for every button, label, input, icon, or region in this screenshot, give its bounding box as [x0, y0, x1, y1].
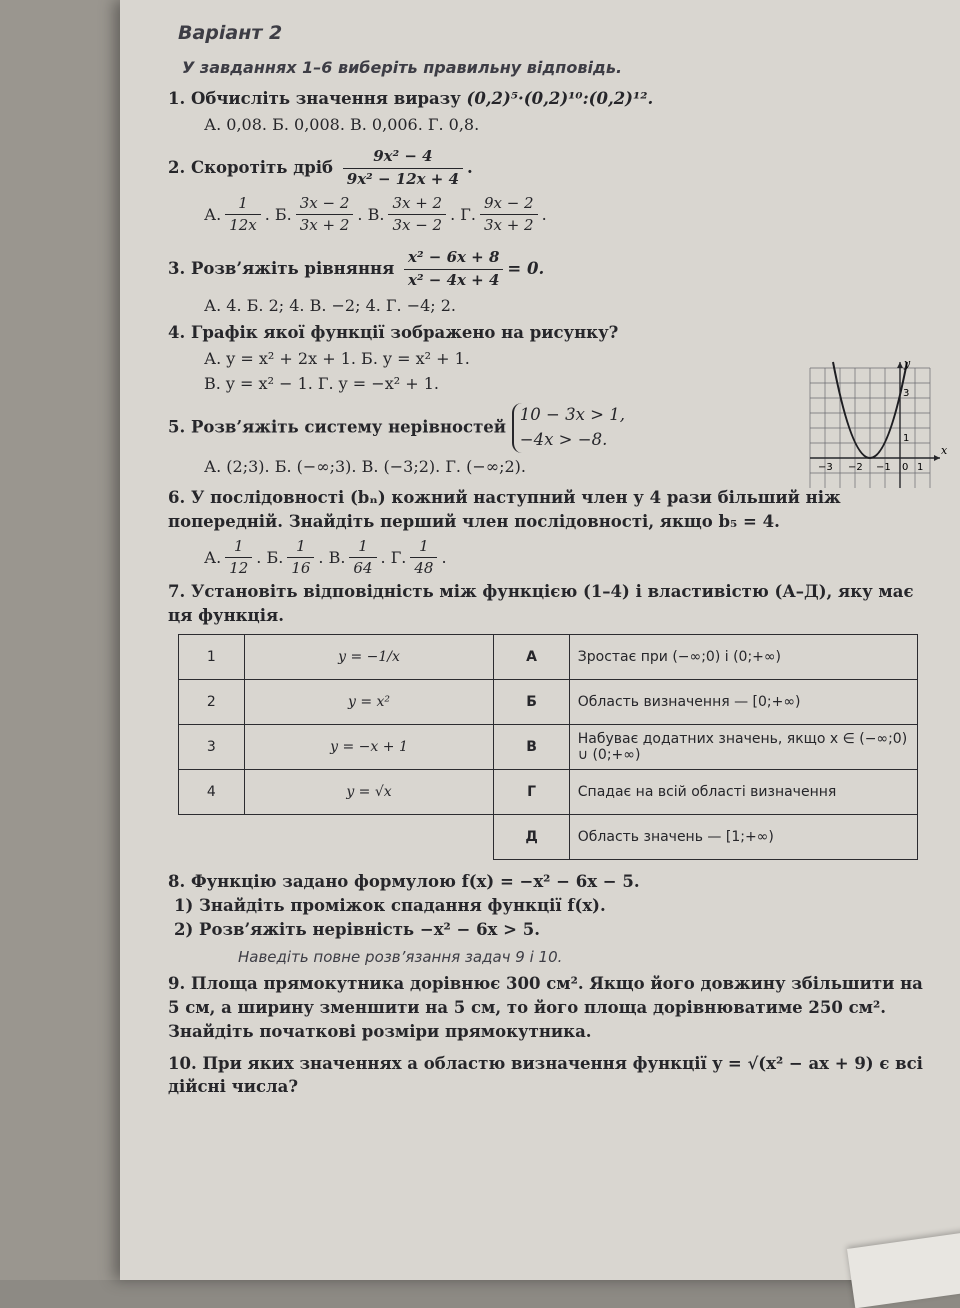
x-axis-label: x: [941, 444, 948, 457]
task-8-part-1: 1) Знайдіть проміжок спадання функції f(x).: [174, 895, 606, 915]
textbook-page: [120, 0, 960, 1280]
task-2-answers: А. $\frac{1}{12x}$ . Б. $\frac{3x - 2}{3x + 2}$ . В. $\frac{3x + 2}{3x - 2}$ . Г. $\frac{9x - 2}{3x + 2}$ .: [204, 193, 547, 235]
task-1: 1. Обчисліть значення виразу (0,2)⁵·(0,2)¹⁰:(0,2)¹².: [168, 89, 654, 108]
y-axis-label: y: [904, 358, 911, 370]
tick-label: −2: [848, 462, 863, 473]
full-solution-note: Наведіть повне розв’язання задач 9 і 10.: [238, 947, 563, 966]
tick-label: −1: [876, 462, 891, 473]
x-axis-arrow-icon: [934, 455, 940, 461]
task-8: 8. Функцію задано формулою f(x) = −x² − 6x − 5.: [168, 871, 640, 891]
task-2-fraction: $\frac{\text{9x² − 4}}{\text{9x² − 12x + 4}}$: [343, 146, 463, 191]
task-2: 2. Скоротіть дріб $\frac{\text{9x² − 4}}{\text{9x² − 12x + 4}}$ .: [168, 146, 928, 191]
task-7: 7. Установіть відповідність між функцією (1–4) і властивістю (А–Д), яку має ця функція.: [168, 582, 914, 626]
inequality-system: 10 − 3x > 1, −4x > −8.: [512, 403, 625, 453]
task-5: 5. Розв’яжіть систему нерівностей 10 − 3x > 1, −4x > −8.: [168, 403, 928, 453]
task-6: 6. У послідовності (bₙ) кожний наступний член у 4 рази більший ніж попередній. Знайдіть перший член послідовності, якщо b₅ = 4.: [168, 487, 841, 531]
y-axis-arrow-icon: [897, 362, 903, 368]
task-1-answers: А. 0,08. Б. 0,008. В. 0,006. Г. 0,8.: [204, 114, 480, 134]
instruction: У завданнях 1–6 виберіть правильну відповідь.: [182, 58, 623, 77]
variant-heading: Варіант 2: [178, 22, 283, 44]
background-strip: [0, 0, 120, 1280]
table-row: 4 y = √x Г Спадає на всій області визначення: [179, 769, 918, 814]
task-8-part-2: 2) Розв’яжіть нерівність −x² − 6x > 5.: [174, 919, 540, 939]
table-row: 2 y = x² Б Область визначення — [0;+∞): [179, 679, 918, 724]
task-3-answers: А. 4. Б. 2; 4. В. −2; 4. Г. −4; 2.: [204, 295, 457, 315]
matching-table: [178, 634, 918, 860]
task-5-answers: А. (2;3). Б. (−∞;3). В. (−3;2). Г. (−∞;2).: [204, 456, 526, 476]
tick-label: −3: [818, 462, 833, 473]
tick-label: 3: [903, 388, 910, 399]
task-4-answers-line2: В. y = x² − 1. Г. y = −x² + 1.: [204, 373, 439, 393]
table-row: Д Область значень — [1;+∞): [179, 814, 918, 859]
task-4: 4. Графік якої функції зображено на рисунку?: [168, 322, 619, 342]
tick-label: 1: [903, 433, 910, 444]
task-6-answers: А. $\frac{1}{12}$ . Б. $\frac{1}{16}$ . В. $\frac{1}{64}$ . Г. $\frac{1}{48}$ .: [204, 536, 447, 578]
task-3: 3. Розв’яжіть рівняння $\frac{\text{x² − 6x + 8}}{\text{x² − 4x + 4}}$ = 0.: [168, 248, 545, 289]
parabola-graph: [800, 358, 950, 498]
paper-corner: [847, 1216, 960, 1308]
table-row: 3 y = −x + 1 В Набуває додатних значень, якщо x ∈ (−∞;0) ∪ (0;+∞): [179, 724, 918, 769]
table-row: 1 y = −1/x А Зростає при (−∞;0) і (0;+∞): [179, 634, 918, 679]
task-4-answers-line1: А. y = x² + 2x + 1. Б. y = x² + 1.: [204, 348, 470, 368]
tick-label: 1: [917, 462, 924, 473]
page-content: [168, 22, 928, 1099]
task-9: 9. Площа прямокутника дорівнює 300 см². Якщо його довжину збільшити на 5 см, а ширину зменшити на 5 см, то його площа дорівнюватиме 250 см². Знайдіть початкові розміри прямокутника.: [168, 973, 923, 1041]
task-10: 10. При яких значеннях a областю визначення функції y = √(x² − ax + 9) є всі дійсні числа?: [168, 1053, 923, 1097]
tick-label: 0: [902, 462, 909, 473]
